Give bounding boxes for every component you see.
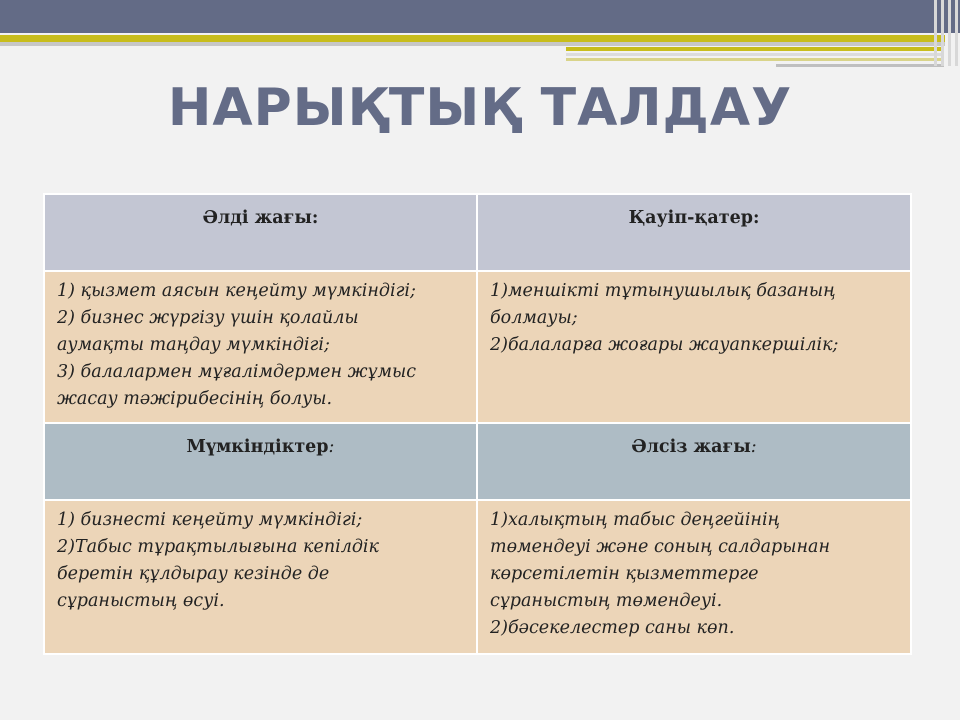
threats-cell: [477, 271, 911, 423]
weaknesses-line: 1)халықтың табыс деңгейінің: [490, 510, 781, 530]
weaknesses-header: [477, 423, 911, 500]
strengths-header: Әлді жағы:: [44, 194, 477, 271]
weaknesses-header-colon: :: [750, 437, 757, 457]
weaknesses-line: төмендеуі және соның салдарынан: [490, 537, 830, 557]
opportunities-line: 1) бизнесті кеңейту мүмкіндігі;: [57, 510, 363, 530]
opportunities-header-colon: :: [328, 437, 335, 457]
banner-right-stripes: [932, 0, 960, 66]
opportunities-cell: [44, 500, 477, 654]
strengths-line: аумақты таңдау мүмкіндігі;: [57, 335, 330, 355]
strengths-line: 2) бизнес жүргізу үшін қолайлы: [57, 308, 359, 328]
opportunities-header-label: Мүмкіндіктер: [186, 437, 329, 457]
banner-tab-lines: [566, 45, 946, 70]
weaknesses-line: 2)бәсекелестер саны көп.: [490, 618, 735, 638]
weaknesses-header-label: Әлсіз жағы: [631, 437, 751, 457]
swot-table: [43, 193, 912, 655]
opportunities-line: беретін құлдырау кезінде де: [57, 564, 330, 584]
strengths-cell: [44, 271, 477, 423]
table-header-row: [44, 194, 911, 271]
top-banner: [0, 0, 960, 80]
weaknesses-line: сұраныстың төмендеуі.: [490, 591, 723, 611]
strengths-line: жасау тәжірибесінің болуы.: [57, 389, 333, 409]
threats-line: 1)меншікті тұтынушылық базаның: [490, 281, 836, 301]
table-header-row: [44, 423, 911, 500]
weaknesses-line: көрсетілетін қызметтерге: [490, 564, 759, 584]
threats-header: Қауіп-қатер:: [477, 194, 911, 271]
opportunities-line: сұраныстың өсуі.: [57, 591, 225, 611]
banner-yellow-line: [0, 35, 945, 42]
opportunities-header: [44, 423, 477, 500]
table-row: [44, 271, 911, 423]
strengths-line: 3) балалармен мұғалімдермен жұмыс: [57, 362, 417, 382]
threats-line: 2)балаларға жоғары жауапкершілік;: [490, 335, 839, 355]
weaknesses-cell: [477, 500, 911, 654]
strengths-line: 1) қызмет аясын кеңейту мүмкіндігі;: [57, 281, 416, 301]
table-row: [44, 500, 911, 654]
slide-title: НАРЫҚТЫҚ ТАЛДАУ: [167, 78, 793, 138]
banner-dark-bar: [0, 0, 960, 33]
threats-line: болмауы;: [490, 308, 578, 328]
opportunities-line: 2)Табыс тұрақтылығына кепілдік: [57, 537, 379, 557]
